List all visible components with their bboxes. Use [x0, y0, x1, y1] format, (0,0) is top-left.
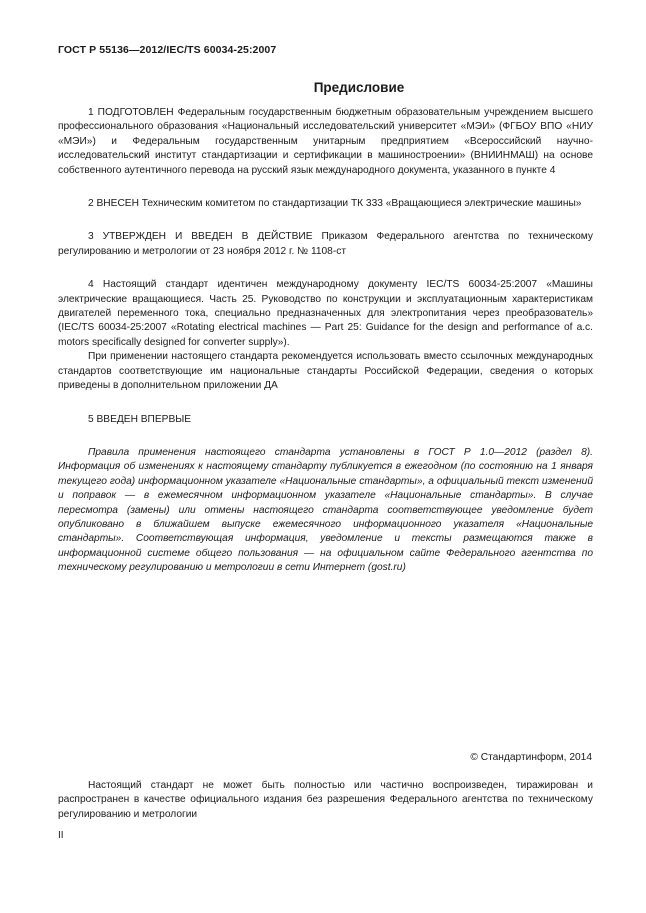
document-code: ГОСТ Р 55136—2012/IEC/TS 60034-25:2007	[58, 44, 277, 56]
copyright-notice: © Стандартинформ, 2014	[470, 752, 592, 763]
reproduction-notice	[58, 779, 593, 822]
paragraph-identical-standard: 4 Настоящий стандарт идентичен международному документу IEC/TS 60034-25:2007 «Машины электрические вращающиеся. Часть 25. Руководство по конструкции и эксплуатационным характеристикам двигателей переменного тока, специально предназначенных для электропитания через преобразователь» (IEC/TS 60034-25:2007 «Rotating electrical machines — Part 25: Guidance for the design and performance of a.c. motors specifically designed for converter supply»).	[58, 279, 593, 348]
page-title: Предисловие	[313, 80, 405, 95]
page-number: II	[58, 830, 64, 841]
paragraph-submitted-by: 2 ВНЕСЕН Техническим комитетом по стандартизации ТК 333 «Вращающиеся электрические машины»	[88, 198, 582, 210]
paragraph-approved: 3 УТВЕРЖДЕН И ВВЕДЕН В ДЕЙСТВИЕ Приказом Федерального агентства по техническому регулированию и метрологии от 23 ноября 2012 г. № 1108-ст	[58, 231, 593, 257]
paragraph-application-rules: Правила применения настоящего стандарта установлены в ГОСТ Р 1.0—2012 (раздел 8). Информация об изменениях к настоящему стандарту публикуется в ежегодном (по состоянию на 1 января текущего года) информационном указателе «Национальные стандарты», а официальный текст изменений и поправок — в ежемесячном информационном указателе «Национальные стандарты». В случае пересмотра (замены) или отмены настоящего стандарта соответствующее уведомление будет опубликовано в ближайшем выпуске ежемесячного информационного указателя «Национальные стандарты». Соответствующая информация, уведомление и тексты размещаются также в информационной системе общего пользования — на официальном сайте Федерального агентства по техническому регулированию и метрологии в сети Интернет (gost.ru)	[58, 446, 593, 574]
paragraph-prepared-by: 1 ПОДГОТОВЛЕН Федеральным государственным бюджетным образовательным учреждением высшего профессионального образования «Национальный исследовательский университет «МЭИ» (ФГБОУ ВПО «НИУ «МЭИ») и Федеральным государственным унитарным предприятием «Всероссийский научно-исследовательский институт стандартизации и сертификации в машиностроении» (ВНИИНМАШ) на основе собственного аутентичного перевода на русский язык международного документа, указанного в пункте 4	[58, 107, 593, 176]
paragraph-references-note: При применении настоящего стандарта рекомендуется использовать вместо ссылочных международных стандартов соответствующие им национальные стандарты Российской Федерации, сведения о которых приведены в дополнительном приложении ДА	[58, 351, 593, 392]
paragraph-introduced-first: 5 ВВЕДЕН ВПЕРВЫЕ	[88, 413, 192, 425]
preface-body	[58, 106, 593, 576]
reproduction-notice-text: Настоящий стандарт не может быть полностью или частично воспроизведен, тиражирован и распространен в качестве официального издания без разрешения Федерального агентства по техническому регулированию и метрологии	[58, 780, 593, 820]
